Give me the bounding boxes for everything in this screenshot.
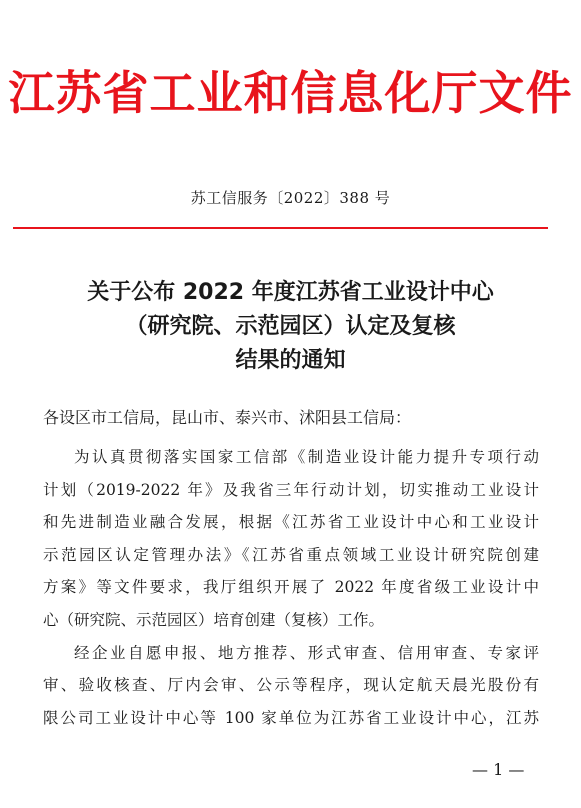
notice-title	[0, 276, 581, 378]
title-line-2: （研究院、示范园区）认定及复核	[125, 314, 456, 339]
agency-header: 江苏省工业和信息化厅文件	[8, 66, 573, 120]
body-line: 心（研究院、示范园区）培育创建（复核）工作。	[43, 610, 385, 629]
body-text	[43, 441, 539, 734]
body-line: 方案》等文件要求，我厅组织开展了 2022 年度省级工业设计中	[43, 578, 539, 597]
title-line-3: 结果的通知	[235, 348, 346, 373]
document-number: 苏工信服务〔2022〕388 号	[190, 189, 391, 207]
title-line-1: 关于公布 2022 年度江苏省工业设计中心	[87, 280, 494, 305]
page-number: — 1 —	[472, 760, 525, 779]
body-line: 经企业自愿申报、地方推荐、形式审查、信用审查、专家评	[74, 643, 539, 662]
body-line: 计划（2019-2022 年》及我省三年行动计划，切实推动工业设计	[43, 480, 539, 499]
body-line: 为认真贯彻落实国家工信部《制造业设计能力提升专项行动	[74, 448, 539, 466]
body-line: 限公司工业设计中心等 100 家单位为江苏省工业设计中心，江苏	[43, 708, 539, 727]
body-line: 审、验收核查、厅内会审、公示等程序，现认定航天晨光股份有	[43, 676, 539, 695]
body-line: 和先进制造业融合发展，根据《江苏省工业设计中心和工业设计	[43, 513, 539, 532]
body-line: 示范园区认定管理办法》《江苏省重点领域工业设计研究院创建	[43, 545, 539, 564]
salutation: 各设区市工信局，昆山市、泰兴市、沭阳县工信局：	[43, 408, 412, 427]
red-divider-rule	[13, 227, 548, 229]
